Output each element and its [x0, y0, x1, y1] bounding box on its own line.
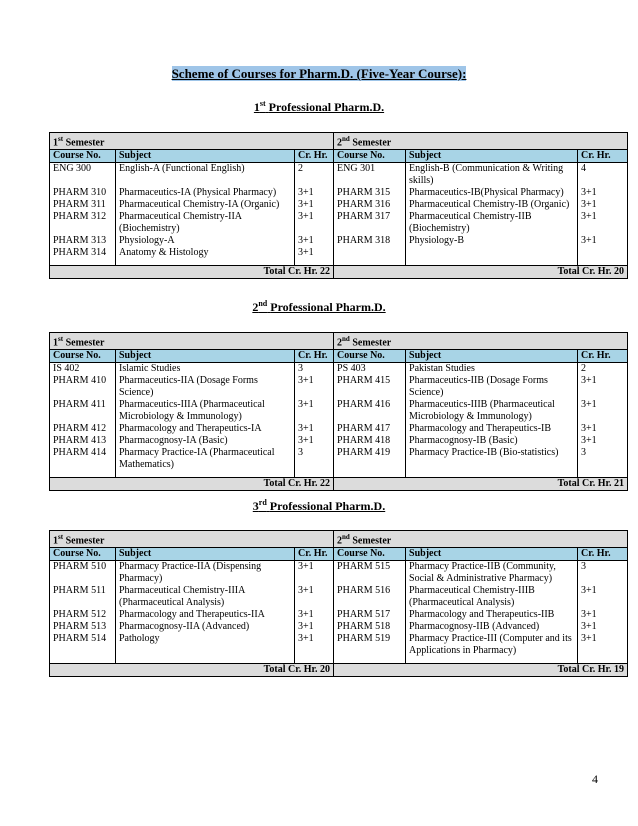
table-row [50, 447, 628, 471]
cr-hr-cell: 3 [578, 447, 628, 471]
semester-sup: st [58, 135, 64, 143]
subject-cell: Pharmaceutical Chemistry-IIB (Biochemistry) [406, 211, 578, 235]
cr-hr-cell: 3+1 [295, 633, 334, 657]
subject-cell: Pharmacy Practice-IB (Bio-statistics) [406, 447, 578, 471]
subject-cell: Pharmaceutics-IIIA (Pharmaceutical Microbiology & Immunology) [116, 399, 295, 423]
cr-hr-cell: 3+1 [295, 609, 334, 621]
course-table-1 [49, 132, 628, 279]
total-sem2: Total Cr. Hr. 19 [334, 664, 628, 677]
section-title-2: 2nd Professional Pharm.D. [252, 299, 386, 314]
total-sem1: Total Cr. Hr. 20 [50, 664, 334, 677]
cr-hr-header: Cr. Hr. [578, 150, 628, 163]
course-no-header: Course No. [334, 150, 406, 163]
table-row [50, 561, 628, 586]
semester-row [50, 333, 628, 350]
subject-cell: Pharmacy Practice-III (Computer and its Applications in Pharmacy) [406, 633, 578, 657]
course-no-cell: PHARM 516 [334, 585, 406, 609]
course-no-cell: ENG 301 [334, 163, 406, 188]
course-no-cell: PHARM 414 [50, 447, 116, 471]
total-row [50, 266, 628, 279]
total-sem2: Total Cr. Hr. 20 [334, 266, 628, 279]
cr-hr-cell: 3+1 [578, 399, 628, 423]
semester-num: 1 [53, 137, 58, 149]
subject-cell: Pharmacy Practice-IA (Pharmaceutical Mathematics) [116, 447, 295, 471]
subject-header: Subject [406, 350, 578, 363]
semester-sup: nd [342, 135, 350, 143]
course-no-cell: PHARM 512 [50, 609, 116, 621]
subject-cell: Pharmacy Practice-IIA (Dispensing Pharmacy) [116, 561, 295, 586]
cr-hr-cell: 3+1 [578, 585, 628, 609]
cr-hr-cell: 3+1 [578, 187, 628, 199]
course-no-cell: PHARM 317 [334, 211, 406, 235]
cr-hr-cell: 3+1 [295, 399, 334, 423]
cr-hr-cell: 3 [295, 447, 334, 471]
cr-hr-cell: 3+1 [295, 621, 334, 633]
cr-hr-cell: 3+1 [578, 423, 628, 435]
course-no-header: Course No. [50, 548, 116, 561]
course-no-header: Course No. [334, 548, 406, 561]
total-sem1: Total Cr. Hr. 22 [50, 478, 334, 491]
course-no-cell: PS 403 [334, 363, 406, 376]
table-row [50, 247, 628, 259]
table-row [50, 211, 628, 235]
total-sem2: Total Cr. Hr. 21 [334, 478, 628, 491]
section-title-1: 1st Professional Pharm.D. [253, 99, 385, 114]
table-row [50, 621, 628, 633]
subject-cell: Pharmaceutics-IIA (Dosage Forms Science) [116, 375, 295, 399]
course-no-cell: PHARM 412 [50, 423, 116, 435]
semester-num: 2 [337, 137, 343, 149]
semester-row [50, 133, 628, 150]
subject-cell: Anatomy & Histology [116, 247, 295, 259]
course-no-header: Course No. [334, 350, 406, 363]
table-row [50, 609, 628, 621]
subject-cell: Pharmacology and Therapeutics-IIB [406, 609, 578, 621]
semester-word: Semester [352, 137, 392, 149]
course-no-header: Course No. [50, 350, 116, 363]
semester-label [334, 333, 628, 350]
semester-label [50, 531, 334, 548]
column-header-row [50, 150, 628, 163]
semester-label [50, 133, 334, 150]
cr-hr-cell: 3 [578, 561, 628, 586]
subject-cell: Pharmaceutical Chemistry-IIIA (Pharmaceutical Analysis) [116, 585, 295, 609]
course-no-cell: PHARM 517 [334, 609, 406, 621]
subject-cell: Pharmacognosy-IIB (Advanced) [406, 621, 578, 633]
course-no-cell: PHARM 410 [50, 375, 116, 399]
subject-cell: Pharmaceutical Chemistry-IA (Organic) [116, 199, 295, 211]
subject-cell: Pharmacology and Therapeutics-IB [406, 423, 578, 435]
subject-cell: Pharmaceutics-IA (Physical Pharmacy) [116, 187, 295, 199]
cr-hr-header: Cr. Hr. [578, 350, 628, 363]
subject-cell: Pharmacology and Therapeutics-IIA [116, 609, 295, 621]
semester-word: Semester [352, 535, 392, 547]
subject-cell: Pharmacognosy-IA (Basic) [116, 435, 295, 447]
course-no-cell: PHARM 312 [50, 211, 116, 235]
semester-word: Semester [65, 337, 105, 349]
subject-header: Subject [116, 548, 295, 561]
cr-hr-cell: 3+1 [578, 621, 628, 633]
table-row [50, 163, 628, 188]
semester-sup: nd [342, 533, 350, 541]
cr-hr-cell: 3+1 [295, 235, 334, 247]
subject-cell: Pakistan Studies [406, 363, 578, 376]
semester-row [50, 531, 628, 548]
subject-header: Subject [116, 150, 295, 163]
cr-hr-cell: 3+1 [295, 247, 334, 259]
course-no-cell: PHARM 513 [50, 621, 116, 633]
subject-cell: English-A (Functional English) [116, 163, 295, 188]
course-no-cell: PHARM 310 [50, 187, 116, 199]
section-title-3: 3rd Professional Pharm.D. [252, 498, 386, 513]
cr-hr-cell [578, 247, 628, 259]
cr-hr-cell: 3+1 [578, 375, 628, 399]
subject-cell: Physiology-B [406, 235, 578, 247]
course-no-cell: PHARM 413 [50, 435, 116, 447]
subject-cell: Pharmaceutics-IIIB (Pharmaceutical Microbiology & Immunology) [406, 399, 578, 423]
course-table-3 [49, 530, 628, 677]
subject-cell: Pharmaceutics-IB(Physical Pharmacy) [406, 187, 578, 199]
subject-cell: Physiology-A [116, 235, 295, 247]
subject-header: Subject [406, 150, 578, 163]
total-row [50, 478, 628, 491]
semester-sup: st [58, 335, 64, 343]
course-no-cell: PHARM 411 [50, 399, 116, 423]
table-row [50, 423, 628, 435]
cr-hr-cell: 3 [295, 363, 334, 376]
cr-hr-cell: 3+1 [295, 199, 334, 211]
table-row [50, 363, 628, 376]
cr-hr-cell: 3+1 [295, 435, 334, 447]
course-no-cell: PHARM 313 [50, 235, 116, 247]
table-row [50, 435, 628, 447]
subject-cell: Pathology [116, 633, 295, 657]
semester-label [50, 333, 334, 350]
semester-word: Semester [65, 535, 105, 547]
subject-cell: Pharmacognosy-IIA (Advanced) [116, 621, 295, 633]
semester-word: Semester [352, 337, 392, 349]
cr-hr-cell: 3+1 [295, 375, 334, 399]
course-no-cell: ENG 300 [50, 163, 116, 188]
subject-cell: Pharmaceutical Chemistry-IIA (Biochemistry) [116, 211, 295, 235]
semester-sup: st [58, 533, 64, 541]
table-row [50, 633, 628, 657]
subject-cell: Islamic Studies [116, 363, 295, 376]
course-no-cell: IS 402 [50, 363, 116, 376]
subject-cell: Pharmacognosy-IB (Basic) [406, 435, 578, 447]
course-no-cell: PHARM 514 [50, 633, 116, 657]
course-no-cell [334, 247, 406, 259]
cr-hr-cell: 3+1 [295, 423, 334, 435]
course-no-cell: PHARM 515 [334, 561, 406, 586]
course-no-cell: PHARM 318 [334, 235, 406, 247]
table-row [50, 199, 628, 211]
course-no-cell: PHARM 418 [334, 435, 406, 447]
course-no-cell: PHARM 518 [334, 621, 406, 633]
cr-hr-header: Cr. Hr. [295, 548, 334, 561]
cr-hr-cell: 3+1 [295, 561, 334, 586]
table-row [50, 399, 628, 423]
cr-hr-cell: 3+1 [295, 211, 334, 235]
cr-hr-cell: 3+1 [295, 585, 334, 609]
cr-hr-cell: 4 [578, 163, 628, 188]
semester-num: 2 [337, 535, 343, 547]
cr-hr-cell: 3+1 [578, 199, 628, 211]
semester-num: 1 [53, 535, 58, 547]
semester-label [334, 531, 628, 548]
course-no-cell: PHARM 314 [50, 247, 116, 259]
course-no-cell: PHARM 416 [334, 399, 406, 423]
subject-cell: Pharmacy Practice-IIB (Community, Social & Administrative Pharmacy) [406, 561, 578, 586]
subject-cell: Pharmaceutical Chemistry-IIIB (Pharmaceutical Analysis) [406, 585, 578, 609]
total-row [50, 664, 628, 677]
course-no-header: Course No. [50, 150, 116, 163]
table-row [50, 235, 628, 247]
course-no-cell: PHARM 311 [50, 199, 116, 211]
subject-header: Subject [116, 350, 295, 363]
cr-hr-header: Cr. Hr. [578, 548, 628, 561]
column-header-row [50, 350, 628, 363]
semester-sup: nd [342, 335, 350, 343]
semester-num: 2 [337, 337, 343, 349]
subject-cell: Pharmaceutical Chemistry-IB (Organic) [406, 199, 578, 211]
cr-hr-cell: 3+1 [295, 187, 334, 199]
course-table-2 [49, 332, 628, 491]
page-number: 4 [592, 772, 598, 786]
subject-cell: English-B (Communication & Writing skills) [406, 163, 578, 188]
document-title: Scheme of Courses for Pharm.D. (Five-Year Course): [171, 66, 467, 81]
cr-hr-cell: 3+1 [578, 633, 628, 657]
course-no-cell: PHARM 419 [334, 447, 406, 471]
subject-cell [406, 247, 578, 259]
total-sem1: Total Cr. Hr. 22 [50, 266, 334, 279]
course-no-cell: PHARM 510 [50, 561, 116, 586]
course-no-cell: PHARM 417 [334, 423, 406, 435]
column-header-row [50, 548, 628, 561]
course-no-cell: PHARM 316 [334, 199, 406, 211]
subject-cell: Pharmacology and Therapeutics-IA [116, 423, 295, 435]
cr-hr-header: Cr. Hr. [295, 350, 334, 363]
subject-header: Subject [406, 548, 578, 561]
cr-hr-cell: 3+1 [578, 211, 628, 235]
cr-hr-cell: 2 [578, 363, 628, 376]
cr-hr-cell: 3+1 [578, 609, 628, 621]
course-no-cell: PHARM 511 [50, 585, 116, 609]
subject-cell: Pharmaceutics-IIB (Dosage Forms Science) [406, 375, 578, 399]
table-row [50, 375, 628, 399]
semester-label [334, 133, 628, 150]
semester-word: Semester [65, 137, 105, 149]
table-row [50, 187, 628, 199]
cr-hr-header: Cr. Hr. [295, 150, 334, 163]
semester-num: 1 [53, 337, 58, 349]
course-no-cell: PHARM 315 [334, 187, 406, 199]
cr-hr-cell: 3+1 [578, 435, 628, 447]
cr-hr-cell: 3+1 [578, 235, 628, 247]
course-no-cell: PHARM 519 [334, 633, 406, 657]
course-no-cell: PHARM 415 [334, 375, 406, 399]
table-row [50, 585, 628, 609]
cr-hr-cell: 2 [295, 163, 334, 188]
